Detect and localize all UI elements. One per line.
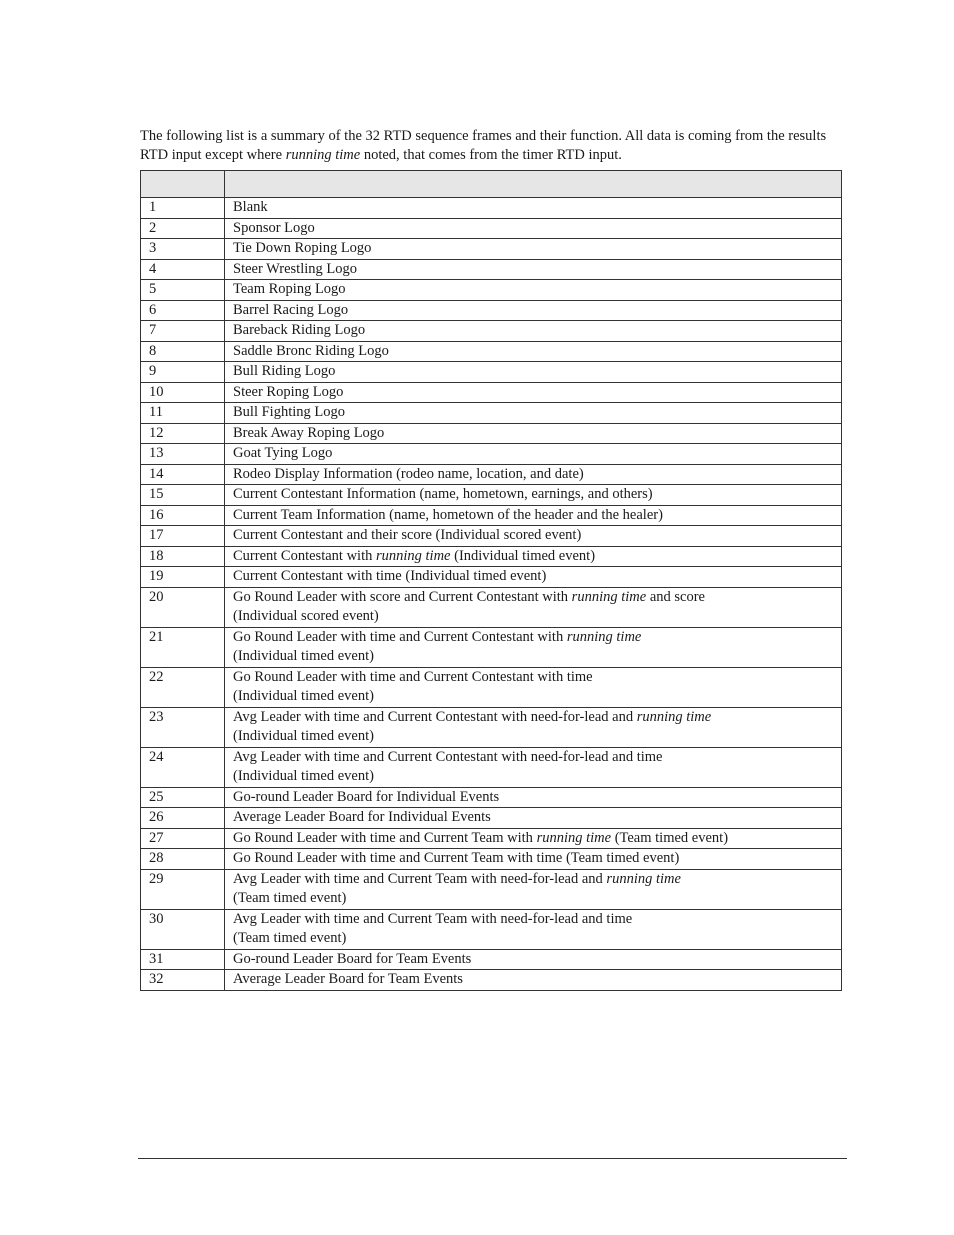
table-row <box>141 849 842 870</box>
description-text: Sponsor Logo <box>233 219 315 236</box>
frame-number: 8 <box>141 341 225 362</box>
frame-number: 26 <box>141 808 225 829</box>
intro-paragraph <box>140 127 845 166</box>
description-text: Avg Leader with time and Current Contestant with need-for-lead and time <box>233 748 663 765</box>
frame-number: 13 <box>141 444 225 465</box>
table-row <box>141 567 842 588</box>
table-row <box>141 546 842 567</box>
frame-description <box>225 485 842 506</box>
frame-description <box>225 341 842 362</box>
frame-number: 17 <box>141 526 225 547</box>
frame-number: 2 <box>141 218 225 239</box>
frame-description <box>225 239 842 260</box>
frame-number: 14 <box>141 464 225 485</box>
description-text: Go-round Leader Board for Team Events <box>233 950 472 967</box>
description-text: Avg Leader with time and Current Contestant with need-for-lead and <box>233 708 637 725</box>
table-row <box>141 403 842 424</box>
frame-number: 18 <box>141 546 225 567</box>
frame-number: 28 <box>141 849 225 870</box>
frame-description <box>225 198 842 219</box>
frame-number: 1 <box>141 198 225 219</box>
table-row <box>141 382 842 403</box>
table-row <box>141 627 842 667</box>
description-text: Current Contestant with <box>233 547 376 564</box>
frame-description <box>225 464 842 485</box>
description-text: Go Round Leader with time and Current Contestant with <box>233 628 567 645</box>
frame-description <box>225 849 842 870</box>
frame-number: 6 <box>141 300 225 321</box>
frame-number: 15 <box>141 485 225 506</box>
description-text: Saddle Bronc Riding Logo <box>233 342 389 359</box>
frame-description <box>225 300 842 321</box>
description-text: Goat Tying Logo <box>233 445 333 461</box>
frame-description <box>225 667 842 707</box>
table-row <box>141 259 842 280</box>
description-text: (Individual timed event) <box>233 648 374 664</box>
table-row <box>141 485 842 506</box>
frame-number: 4 <box>141 259 225 280</box>
frame-description <box>225 423 842 444</box>
frame-description <box>225 707 842 747</box>
frame-number: 21 <box>141 627 225 667</box>
table-row <box>141 747 842 787</box>
frame-description <box>225 546 842 567</box>
description-text: Current Contestant Information (name, hometown, earnings, and others) <box>233 486 653 502</box>
description-text: Team Roping Logo <box>233 281 346 297</box>
description-text: Average Leader Board for Team Events <box>233 971 463 987</box>
frame-description <box>225 909 842 949</box>
description-text: Go Round Leader with score and Current Contestant with <box>233 588 572 605</box>
description-text: Current Team Information (name, hometown of the header and the healer) <box>233 506 663 523</box>
frame-description <box>225 869 842 909</box>
table-row <box>141 321 842 342</box>
description-text: (Individual timed event) <box>233 688 374 704</box>
table-row <box>141 505 842 526</box>
frame-description <box>225 280 842 301</box>
description-text: Barrel Racing Logo <box>233 301 349 318</box>
frame-description <box>225 403 842 424</box>
table-row <box>141 909 842 949</box>
italic-term: running time <box>375 547 451 564</box>
frame-description <box>225 526 842 547</box>
table-row <box>141 808 842 829</box>
frame-description <box>225 970 842 991</box>
header-function <box>225 171 842 198</box>
frame-description <box>225 444 842 465</box>
description-text: Go Round Leader with time and Current Team with <box>233 829 537 846</box>
frame-number: 12 <box>141 423 225 444</box>
frame-description <box>225 627 842 667</box>
table-row <box>141 828 842 849</box>
frame-description <box>225 587 842 627</box>
description-text: Tie Down Roping Logo <box>233 240 372 256</box>
description-text: (Team timed event) <box>611 829 729 846</box>
frame-description <box>225 787 842 808</box>
description-text: Break Away Roping Logo <box>233 424 385 441</box>
italic-term: running time <box>571 588 647 605</box>
frame-number: 7 <box>141 321 225 342</box>
table-row <box>141 341 842 362</box>
description-text: Go Round Leader with time and Current Team with time (Team timed event) <box>233 850 680 866</box>
frame-number: 3 <box>141 239 225 260</box>
description-text: Blank <box>233 199 268 215</box>
table-row <box>141 526 842 547</box>
intro-italic: running time <box>285 147 361 163</box>
description-text: Bull Fighting Logo <box>233 404 345 420</box>
frames-body <box>141 198 842 991</box>
table-row <box>141 869 842 909</box>
table-row <box>141 280 842 301</box>
table-row <box>141 239 842 260</box>
frame-description <box>225 808 842 829</box>
frame-description <box>225 321 842 342</box>
description-text: Go Round Leader with time and Current Contestant with time <box>233 668 593 685</box>
frame-number: 11 <box>141 403 225 424</box>
frame-number: 24 <box>141 747 225 787</box>
description-text: Current Contestant and their score (Individual scored event) <box>233 527 582 543</box>
frame-number: 31 <box>141 949 225 970</box>
description-text: Avg Leader with time and Current Team with need-for-lead and <box>233 870 607 887</box>
description-text: Bareback Riding Logo <box>233 322 366 338</box>
table-header-row <box>141 171 842 198</box>
footer-rule <box>138 1158 847 1159</box>
description-text: Avg Leader with time and Current Team with need-for-lead and time <box>233 910 633 927</box>
frame-number: 32 <box>141 970 225 991</box>
description-text: (Team timed event) <box>233 890 347 906</box>
table-row <box>141 707 842 747</box>
frame-number: 16 <box>141 505 225 526</box>
description-text: Steer Wrestling Logo <box>233 260 357 277</box>
italic-term: running time <box>536 829 612 846</box>
frame-number: 25 <box>141 787 225 808</box>
description-text: (Individual scored event) <box>233 608 379 624</box>
intro-text-2: noted, that comes from the timer RTD input. <box>360 147 622 163</box>
table-row <box>141 300 842 321</box>
description-text: (Team timed event) <box>233 930 347 946</box>
table-row <box>141 587 842 627</box>
frame-number: 5 <box>141 280 225 301</box>
frame-number: 27 <box>141 828 225 849</box>
table-row <box>141 787 842 808</box>
frame-description <box>225 362 842 383</box>
frames-table <box>140 170 842 991</box>
description-text: Go-round Leader Board for Individual Events <box>233 788 500 805</box>
italic-term: running time <box>636 708 712 725</box>
frame-number: 9 <box>141 362 225 383</box>
frame-description <box>225 505 842 526</box>
description-text: Rodeo Display Information (rodeo name, location, and date) <box>233 465 584 482</box>
frame-number: 10 <box>141 382 225 403</box>
description-text: (Individual timed event) <box>233 768 374 784</box>
frame-number: 19 <box>141 567 225 588</box>
description-text: and score <box>646 588 705 605</box>
table-row <box>141 444 842 465</box>
description-text: Bull Riding Logo <box>233 363 336 379</box>
table-row <box>141 362 842 383</box>
description-text: (Individual timed event) <box>233 728 374 744</box>
frame-description <box>225 828 842 849</box>
italic-term: running time <box>606 870 681 887</box>
table-row <box>141 198 842 219</box>
frame-number: 30 <box>141 909 225 949</box>
table-row <box>141 423 842 444</box>
italic-term: running time <box>566 628 642 645</box>
description-text: (Individual timed event) <box>450 547 596 564</box>
frame-description <box>225 949 842 970</box>
header-number <box>141 171 225 198</box>
frame-description <box>225 382 842 403</box>
frame-description <box>225 218 842 239</box>
description-text: Current Contestant with time (Individual timed event) <box>233 568 547 584</box>
intro-text-1: The following list is a summary of the 32 RTD sequence frames and their function. All data is coming from the results RTD input except where <box>140 127 827 163</box>
frame-description <box>225 259 842 280</box>
frame-number: 22 <box>141 667 225 707</box>
frame-number: 23 <box>141 707 225 747</box>
frame-description <box>225 747 842 787</box>
table-row <box>141 949 842 970</box>
description-text: Steer Roping Logo <box>233 383 344 400</box>
frame-description <box>225 567 842 588</box>
description-text: Average Leader Board for Individual Events <box>233 809 491 825</box>
frame-number: 29 <box>141 869 225 909</box>
table-row <box>141 970 842 991</box>
table-row <box>141 464 842 485</box>
table-row <box>141 218 842 239</box>
table-row <box>141 667 842 707</box>
frame-number: 20 <box>141 587 225 627</box>
